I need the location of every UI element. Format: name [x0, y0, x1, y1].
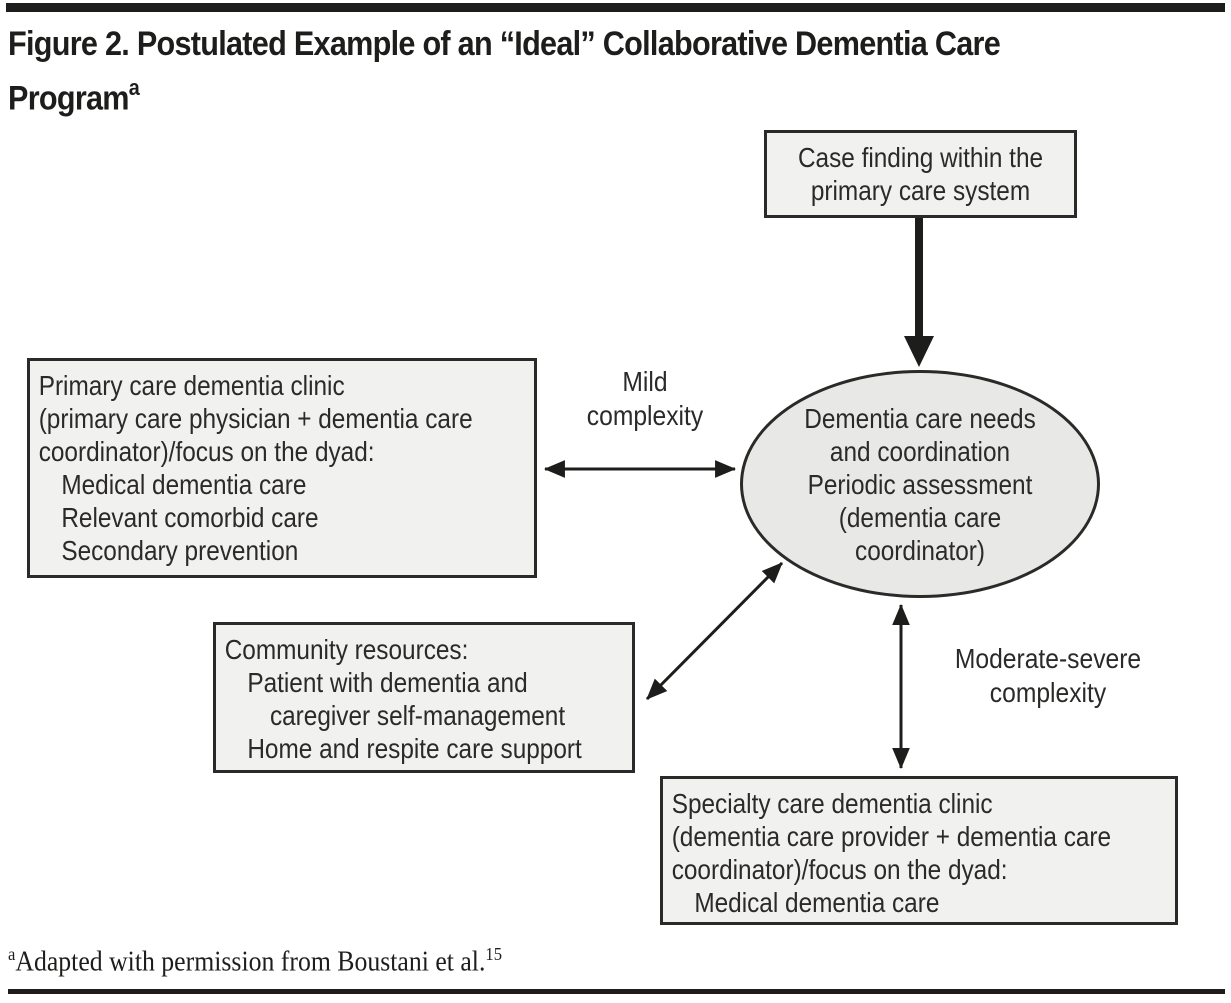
footnote-marker: a	[8, 944, 16, 964]
community-line: Home and respite care support	[247, 733, 582, 764]
bottom-rule	[8, 989, 1225, 994]
community-resources-box	[213, 622, 635, 773]
arrow-case-finding-hub	[904, 218, 934, 367]
primary-clinic-line: Primary care dementia clinic	[38, 370, 345, 401]
footnote-reference: 15	[485, 944, 502, 964]
hub-line: (dementia care	[838, 501, 1002, 533]
arrow-community-hub	[647, 563, 782, 699]
hub-ellipse	[740, 370, 1100, 598]
case-finding-box	[764, 130, 1077, 218]
specialty-clinic-box	[660, 776, 1178, 925]
hub-line: Periodic assessment	[807, 468, 1033, 500]
case-finding-line: primary care system	[810, 175, 1031, 206]
specialty-clinic-line: coordinator)/focus on the dyad:	[671, 854, 1008, 885]
figure-title	[8, 22, 1178, 121]
primary-clinic-box	[27, 358, 537, 578]
specialty-clinic-line: Medical dementia care	[694, 887, 940, 918]
primary-clinic-line: Secondary prevention	[61, 535, 299, 566]
hub-line: Dementia care needs	[804, 402, 1036, 434]
primary-clinic-line: coordinator)/focus on the dyad:	[38, 436, 375, 467]
footnote	[8, 944, 502, 978]
figure-title-line1: Figure 2. Postulated Example of an “Ideal” Collaborative Dementia Care	[8, 25, 1000, 63]
hub-line: and coordination	[829, 435, 1011, 467]
moderate-severe-complexity-label: Moderate-severe complexity	[954, 643, 1142, 708]
footnote-text: Adapted with permission from Boustani et al.	[15, 946, 486, 978]
figure-title-line2: Program$^a$	[8, 75, 140, 118]
top-rule	[6, 3, 1225, 12]
case-finding-line: Case finding within the	[797, 142, 1044, 173]
specialty-clinic-line: (dementia care provider + dementia care	[671, 821, 1112, 852]
community-line: caregiver self-management	[269, 700, 566, 731]
community-line: Community resources:	[224, 634, 469, 665]
primary-clinic-line: Relevant comorbid care	[61, 502, 319, 533]
primary-clinic-line: (primary care physician + dementia care	[38, 403, 473, 434]
community-line: Patient with dementia and	[247, 667, 528, 698]
specialty-clinic-line: Specialty care dementia clinic	[671, 788, 993, 819]
mild-complexity-label: Mild complexity	[586, 366, 704, 431]
primary-clinic-line: Medical dementia care	[61, 469, 307, 500]
hub-line: coordinator)	[855, 534, 985, 566]
title-superscript: a	[128, 75, 140, 100]
